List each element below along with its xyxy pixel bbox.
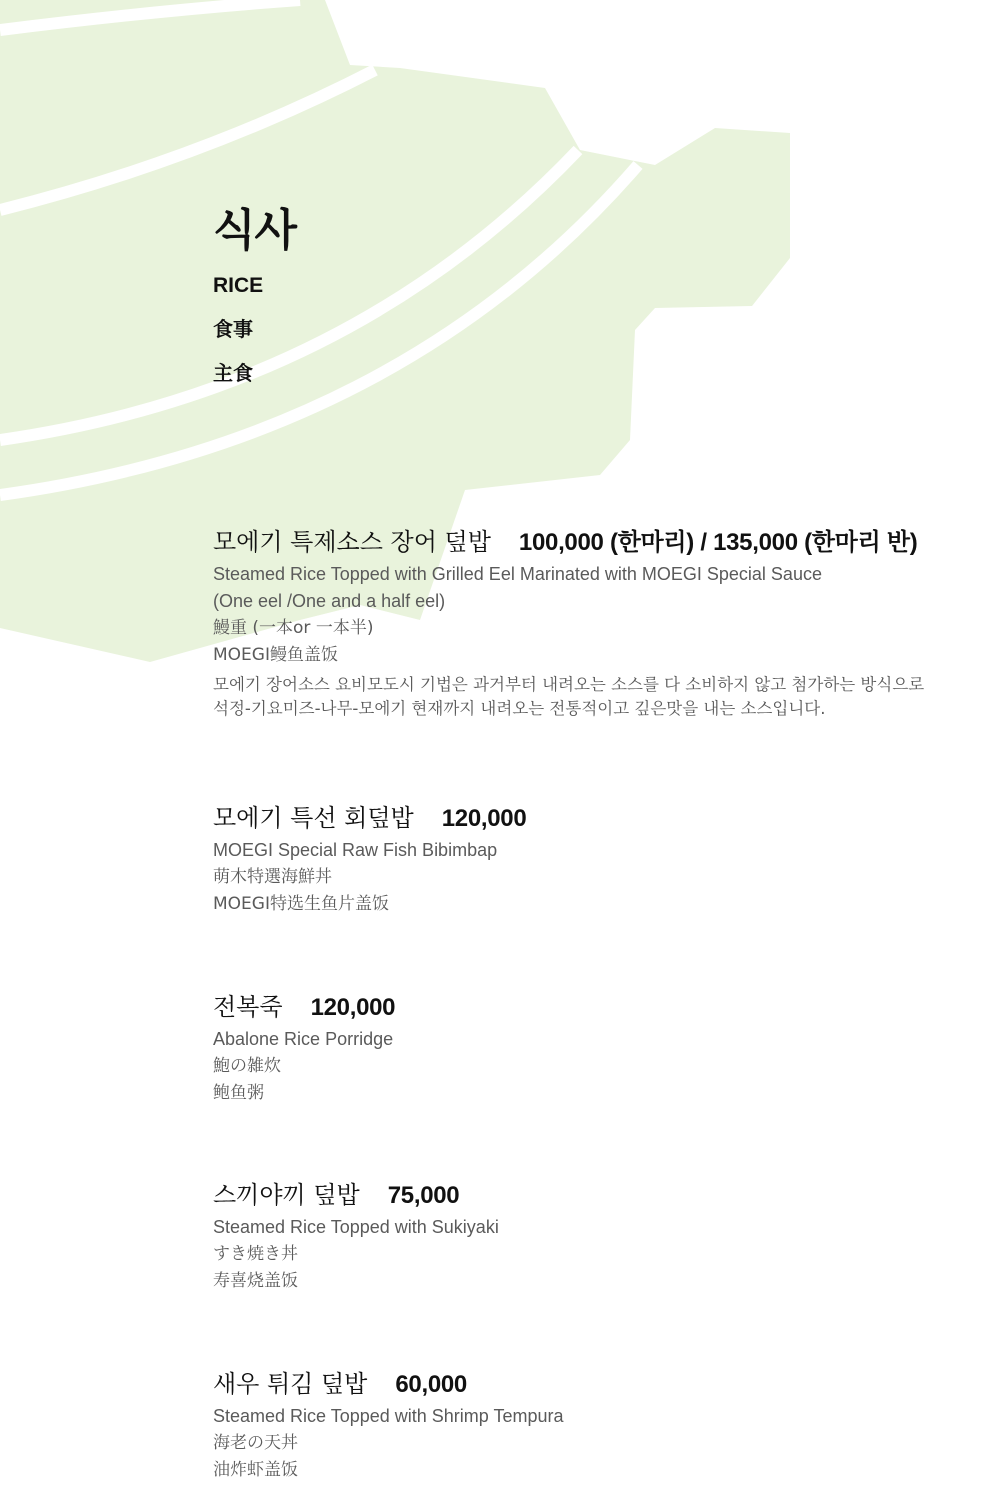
- section-subtitle-en: RICE: [213, 274, 264, 297]
- item-name: 전복죽: [213, 993, 283, 1021]
- item-japanese-name: 海老の天丼: [213, 1433, 298, 1453]
- item-name: 모에기 특제소스 장어 덮밥: [213, 528, 491, 556]
- item-heading: [213, 802, 983, 835]
- menu-item-shrimp-tempura-rice: [213, 1368, 983, 1482]
- item-chinese-name: 寿喜烧盖饭: [213, 1271, 298, 1291]
- item-price: 120,000: [310, 994, 396, 1021]
- item-price: 120,000: [441, 805, 527, 832]
- item-chinese-name: MOEGI鳗鱼盖饭: [213, 645, 338, 665]
- item-heading: [213, 526, 983, 559]
- menu-item-eel-rice: [213, 526, 983, 721]
- item-japanese-name: 萌木特選海鮮丼: [213, 867, 332, 887]
- item-description-line: 석정-기요미즈-나무-모에기 현재까지 내려오는 전통적이고 깊은맛을 내는 소스입니다.: [213, 699, 826, 718]
- item-name: 스끼야끼 덮밥: [213, 1181, 360, 1209]
- item-heading: [213, 1368, 983, 1401]
- item-japanese-name: すき焼き丼: [213, 1244, 298, 1264]
- item-chinese-name: 鲍鱼粥: [213, 1083, 264, 1103]
- item-description: [213, 673, 983, 721]
- item-price: 100,000 (한마리) / 135,000 (한마리 반): [518, 529, 918, 556]
- section-subtitle-jp: 食事: [213, 317, 253, 341]
- item-english-name: Steamed Rice Topped with Sukiyaki: [213, 1217, 499, 1237]
- menu-item-raw-fish-bibimbap: [213, 802, 983, 916]
- item-english-name: Abalone Rice Porridge: [213, 1029, 394, 1049]
- item-heading: [213, 1179, 983, 1212]
- section-title: 식사: [213, 205, 297, 256]
- item-description-line: 모에기 장어소스 요비모도시 기법은 과거부터 내려오는 소스를 다 소비하지 않고 첨가하는 방식으로: [213, 675, 925, 694]
- item-japanese-name: 鮑の雑炊: [213, 1056, 281, 1076]
- item-price: 75,000: [387, 1182, 460, 1209]
- menu-item-sukiyaki-rice: [213, 1179, 983, 1293]
- item-english-name: MOEGI Special Raw Fish Bibimbap: [213, 840, 498, 860]
- item-chinese-name: 油炸虾盖饭: [213, 1460, 298, 1480]
- menu-item-abalone-porridge: [213, 991, 983, 1105]
- item-heading: [213, 991, 983, 1024]
- item-chinese-name: MOEGI特选生鱼片盖饭: [213, 894, 389, 914]
- item-price: 60,000: [395, 1371, 467, 1398]
- section-subtitle-cn: 主食: [213, 361, 253, 385]
- item-japanese-name: 鰻重 (一本or 一本半): [213, 618, 374, 638]
- item-english-name: Steamed Rice Topped with Shrimp Tempura: [213, 1406, 564, 1426]
- item-name: 모에기 특선 회덮밥: [213, 804, 414, 832]
- item-name: 새우 튀김 덮밥: [213, 1370, 368, 1398]
- item-english-note: (One eel /One and a half eel): [213, 591, 446, 611]
- item-english-name: Steamed Rice Topped with Grilled Eel Marinated with MOEGI Special Sauce: [213, 564, 822, 584]
